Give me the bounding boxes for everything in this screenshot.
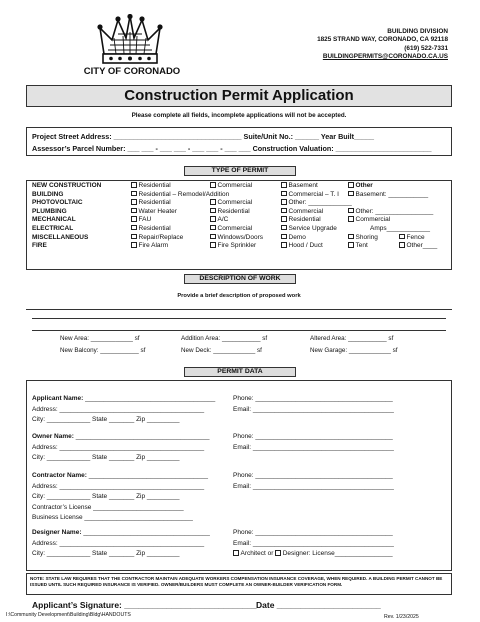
contractor-license-field[interactable]: Contractor’s License _________________________	[32, 503, 184, 511]
contractor-city-field[interactable]: City: ____________ State _______ Zip _________	[32, 493, 180, 500]
checkbox[interactable]	[131, 199, 137, 205]
permit-option-empty	[210, 191, 263, 200]
checkbox[interactable]	[281, 191, 287, 197]
checkbox[interactable]	[348, 234, 354, 240]
project-address-line[interactable]: Project Street Address: ________________________________ Suite/Unit No.: ______ Year Built_____	[32, 132, 375, 141]
new-deck-field[interactable]: New Deck: ____________ sf	[181, 347, 262, 354]
designer-email-field[interactable]: Email: _______________________________________	[233, 539, 394, 547]
division-street: 1825 STRAND WAY, CORONADO, CA 92118	[317, 36, 448, 44]
checkbox[interactable]	[131, 234, 137, 240]
permit-option[interactable]: Commercial	[348, 216, 433, 225]
designer-address-field[interactable]: Address: ________________________________________	[32, 539, 205, 547]
description-line[interactable]	[32, 330, 446, 331]
permit-option[interactable]: Repair/Replace	[131, 234, 229, 243]
permit-options-col5	[399, 182, 437, 251]
contractor-block	[32, 471, 208, 524]
permit-option[interactable]: Other	[348, 182, 433, 191]
owner-name-field[interactable]: Owner Name: _____________________________________	[32, 433, 210, 440]
contractor-phone-field[interactable]: Phone: ______________________________________	[233, 472, 393, 479]
division-name: BUILDING DIVISION	[387, 28, 448, 35]
permit-option[interactable]: Commercial – T. I	[281, 191, 352, 200]
applicant-phone-field[interactable]: Phone: ______________________________________	[233, 395, 393, 402]
designer-checkbox[interactable]	[275, 550, 281, 556]
permit-data-heading: PERMIT DATA	[184, 367, 296, 377]
division-phone: (619) 522-7331	[404, 44, 448, 52]
checkbox[interactable]	[399, 242, 405, 248]
category-label: ELECTRICAL	[32, 224, 74, 232]
applicant-name-field[interactable]: Applicant Name: ____________________________________	[32, 395, 216, 402]
category-label: PHOTOVOLTAIC	[32, 199, 83, 207]
designer-phone-field[interactable]: Phone: ______________________________________	[233, 529, 393, 536]
permit-option[interactable]: Other: ________________	[348, 208, 433, 217]
checkbox[interactable]	[281, 199, 287, 205]
permit-option[interactable]: Other: ____________	[281, 199, 352, 208]
permit-option[interactable]: Residential	[210, 208, 263, 217]
applicant-address-field[interactable]: Address: ________________________________________	[32, 405, 205, 413]
checkbox[interactable]	[348, 182, 354, 188]
checkbox[interactable]	[131, 242, 137, 248]
checkbox[interactable]	[348, 208, 354, 214]
new-garage-field[interactable]: New Garage: ____________ sf	[310, 347, 398, 354]
permit-option[interactable]: Service Upgrade	[281, 225, 352, 234]
altered-area-field[interactable]: Altered Area: ___________ sf	[310, 335, 394, 342]
city-name: CITY OF CORONADO	[83, 66, 181, 77]
contractor-name-field[interactable]: Contractor Name: _________________________________	[32, 472, 209, 479]
checkbox[interactable]	[281, 225, 287, 231]
checkbox[interactable]	[348, 191, 354, 197]
owner-email-field[interactable]: Email: _______________________________________	[233, 443, 394, 451]
checkbox[interactable]	[348, 216, 354, 222]
applicant-contact	[233, 394, 394, 415]
checkbox[interactable]	[281, 242, 287, 248]
owner-city-field[interactable]: City: ____________ State _______ Zip _________	[32, 454, 180, 461]
owner-contact	[233, 432, 394, 453]
completion-notice: Please complete all fields, incomplete applications will not be accepted.	[131, 112, 347, 119]
permit-option[interactable]: Basement: ___________	[348, 191, 433, 200]
type-of-permit-heading: TYPE OF PERMIT	[184, 166, 296, 176]
applicant-email-field[interactable]: Email: _______________________________________	[233, 405, 394, 413]
checkbox[interactable]	[210, 216, 216, 222]
permit-option[interactable]: Fire Alarm	[131, 242, 229, 251]
description-heading: DESCRIPTION OF WORK	[184, 274, 296, 284]
permit-option[interactable]: Shoring	[348, 234, 433, 243]
checkbox[interactable]	[210, 242, 216, 248]
permit-option[interactable]: Fence	[399, 234, 437, 243]
checkbox[interactable]	[131, 225, 137, 231]
applicant-signature-field[interactable]: Applicant’s Signature: ____________________________	[32, 600, 257, 610]
checkbox[interactable]	[210, 225, 216, 231]
designer-city-field[interactable]: City: ____________ State _______ Zip _________	[32, 550, 180, 557]
permit-option[interactable]: Windows/Doors	[210, 234, 263, 243]
permit-option[interactable]: Residential	[281, 216, 352, 225]
category-label: MISCELLANEOUS	[32, 233, 89, 241]
permit-categories	[32, 182, 132, 251]
category-label: FIRE	[32, 242, 47, 250]
description-line[interactable]	[32, 318, 446, 319]
division-address	[317, 28, 448, 62]
permit-option[interactable]: Commercial	[281, 208, 352, 217]
checkbox[interactable]	[210, 182, 216, 188]
permit-option[interactable]: Fire Sprinkler	[210, 242, 263, 251]
checkbox[interactable]	[281, 182, 287, 188]
checkbox[interactable]	[348, 242, 354, 248]
category-label: MECHANICAL	[32, 216, 76, 224]
insurance-notice: NOTE: STATE LAW REQUIRES THAT THE CONTRACTOR MAINTAIN ADEQUATE WORKERS COMPENSATION INSURANCE COVERAGE, WHEN REQUIRED. A BUILDING PERMIT CANNOT BE ISSUED UNTIL SUCH REQUIRED INSURANCE IS VERIFIED. OWNER/BUILDERS MUST COMPLETE AN OWNER-BUILDER VERIFICATION FORM.	[30, 576, 443, 588]
category-label: BUILDING	[32, 190, 64, 198]
category-label: PLUMBING	[32, 207, 67, 215]
contractor-contact	[233, 471, 394, 492]
parcel-valuation-line[interactable]: Assessor’s Parcel Number: ___ ___ - ___ ___ - ___ ___ - ___ ___ Construction Valuation: ________________________	[32, 144, 432, 153]
contractor-email-field[interactable]: Email: _______________________________________	[233, 482, 394, 490]
checkbox[interactable]	[281, 216, 287, 222]
owner-phone-field[interactable]: Phone: ______________________________________	[233, 433, 393, 440]
permit-option[interactable]: Hood / Duct	[281, 242, 352, 251]
contractor-address-field[interactable]: Address: ________________________________________	[32, 482, 205, 490]
permit-option[interactable]: Commercial	[210, 225, 263, 234]
checkbox[interactable]	[210, 199, 216, 205]
checkbox[interactable]	[131, 191, 137, 197]
checkbox[interactable]	[210, 234, 216, 240]
checkbox[interactable]	[210, 208, 216, 214]
checkbox[interactable]	[131, 182, 137, 188]
designer-contact	[233, 528, 394, 560]
designer-name-field[interactable]: Designer Name: ___________________________________	[32, 529, 210, 536]
permit-option[interactable]: A/C	[210, 216, 263, 225]
permit-option[interactable]: Residential	[131, 182, 229, 191]
designer-block	[32, 528, 210, 560]
permit-option[interactable]: Tent	[348, 242, 433, 251]
checkbox[interactable]	[131, 216, 137, 222]
description-prompt: Provide a brief description of proposed work	[177, 293, 301, 299]
permit-option[interactable]: Demo	[281, 234, 352, 243]
designer-license-row: Architect or Designer: License________________	[233, 549, 394, 560]
permit-option[interactable]: Water Heater	[131, 208, 229, 217]
permit-option[interactable]: FAU	[131, 216, 229, 225]
signature-date-field[interactable]: Date ______________________	[256, 600, 381, 610]
owner-block	[32, 432, 209, 464]
permit-option[interactable]: Residential	[131, 225, 229, 234]
permit-options-col2	[210, 182, 263, 251]
coronado-crown-logo	[96, 14, 164, 66]
owner-address-field[interactable]: Address: ________________________________________	[32, 443, 205, 451]
applicant-block	[32, 394, 215, 426]
division-email-link[interactable]: BUILDINGPERMITS@CORONADO.CA.US	[322, 53, 448, 61]
page-title: Construction Permit Application	[26, 85, 452, 107]
permit-option[interactable]: Basement	[281, 182, 352, 191]
permit-option[interactable]: Other____	[399, 242, 437, 251]
checkbox[interactable]	[131, 208, 137, 214]
permit-option[interactable]: Residential – Remodel/Addition	[131, 191, 229, 200]
permit-option[interactable]: Commercial	[210, 199, 263, 208]
business-license-field[interactable]: Business License ______________________________	[32, 514, 193, 521]
category-label: NEW CONSTRUCTION	[32, 182, 102, 189]
checkbox[interactable]	[281, 234, 287, 240]
new-area-field[interactable]: New Area: ____________ sf	[60, 335, 140, 342]
architect-checkbox[interactable]	[233, 550, 239, 556]
project-info-box	[26, 127, 452, 156]
applicant-city-field[interactable]: City: ____________ State _______ Zip _________	[32, 416, 180, 423]
permit-option[interactable]: Commercial	[210, 182, 263, 191]
addition-area-field[interactable]: Addition Area: ___________ sf	[181, 335, 268, 342]
file-path: I:\Community Development\Building\Bldg\HANDOUTS	[6, 612, 131, 618]
checkbox[interactable]	[399, 234, 405, 240]
permit-option[interactable]: Residential	[131, 199, 229, 208]
checkbox[interactable]	[281, 208, 287, 214]
new-balcony-field[interactable]: New Balcony: ___________ sf	[60, 347, 146, 354]
revision-date: Rev. 1/23/2025	[384, 614, 419, 620]
permit-option[interactable]: Amps____________	[370, 224, 430, 232]
permit-options-col3	[281, 182, 352, 251]
